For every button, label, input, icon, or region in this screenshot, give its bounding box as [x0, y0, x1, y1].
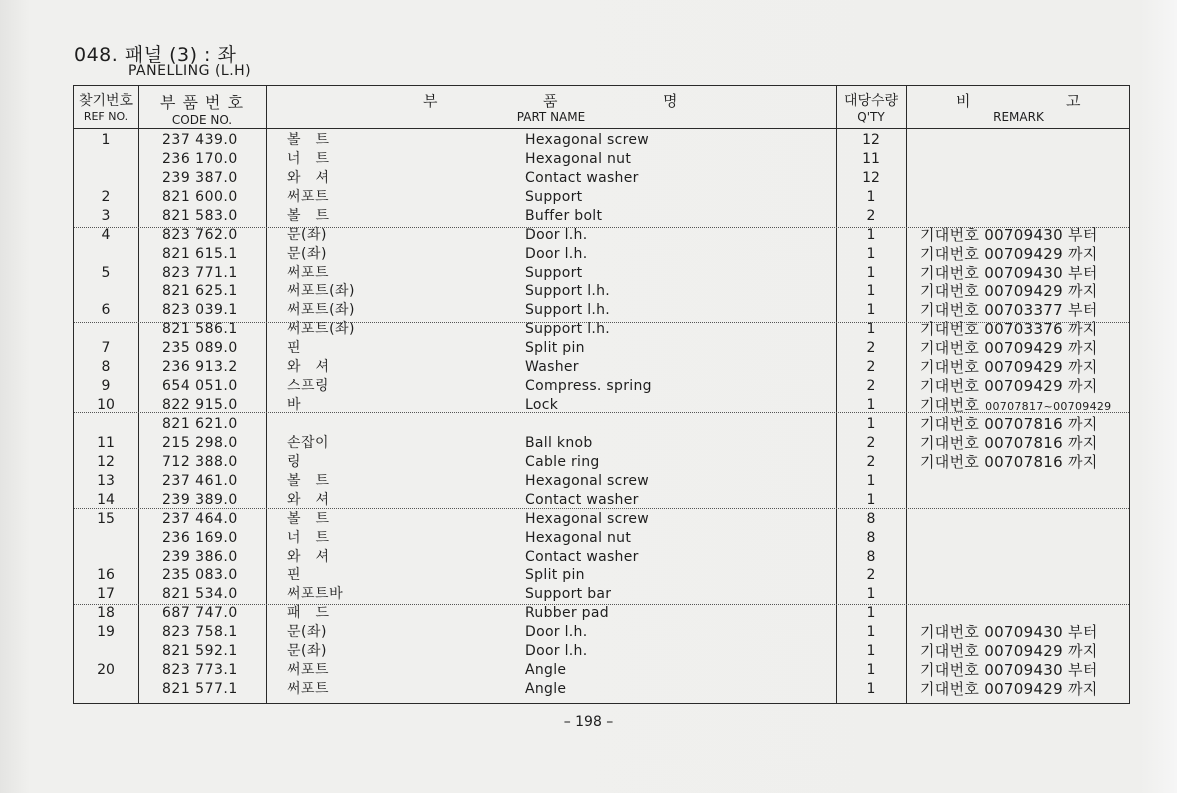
- code-number-cell: 235 083.0: [162, 567, 238, 584]
- english-part-name-cell: Hexagonal screw: [525, 132, 650, 148]
- english-part-name-cell: Door l.h.: [525, 226, 588, 243]
- english-part-name-cell: Angle: [525, 662, 567, 678]
- english-part-name-cell: Contact washer: [525, 169, 639, 186]
- english-part-name-cell: Contact washer: [525, 548, 639, 565]
- header-divider: [74, 128, 1129, 129]
- table-row: [74, 529, 1129, 548]
- quantity-cell: 1: [866, 605, 876, 622]
- remark-cell: 기대번호 00709429 까지: [920, 358, 1098, 377]
- korean-part-name-cell: 볼 트: [287, 207, 330, 224]
- english-part-name-cell: Hexagonal nut: [525, 150, 632, 167]
- ref-number-cell: 9: [101, 378, 111, 395]
- korean-part-name-cell: 바: [287, 397, 302, 413]
- korean-part-name-cell: 써포트: [287, 662, 330, 678]
- korean-part-name-cell: 스프링: [287, 378, 330, 395]
- table-row: [74, 434, 1129, 453]
- korean-part-name-cell: 써포트(좌): [287, 283, 356, 300]
- remark-range: 00707817~00709429: [985, 400, 1112, 413]
- quantity-cell: 1: [866, 472, 876, 489]
- quantity-cell: 1: [866, 643, 876, 660]
- table-row: [74, 566, 1129, 585]
- quantity-cell: 1: [866, 321, 876, 338]
- table-row: [74, 301, 1129, 320]
- code-number-cell: 821 600.0: [162, 188, 238, 205]
- table-row: [74, 396, 1129, 415]
- english-part-name-cell: Support l.h.: [525, 302, 611, 319]
- page-title: 048. 패널 (3) : 좌: [74, 44, 237, 66]
- quantity-cell: 1: [866, 624, 876, 641]
- table-row: [74, 150, 1129, 169]
- english-part-name-cell: Rubber pad: [525, 605, 609, 622]
- table-row: [74, 264, 1129, 283]
- table-row: [74, 472, 1129, 491]
- english-part-name-cell: Support bar: [525, 586, 612, 603]
- header-remark-en: REMARK: [993, 110, 1044, 124]
- ref-number-cell: 8: [101, 359, 111, 376]
- remark-cell: 기대번호 00709429 까지: [920, 244, 1098, 263]
- code-number-cell: 823 758.1: [162, 624, 238, 641]
- quantity-cell: 8: [866, 510, 876, 527]
- korean-part-name-cell: 써포트(좌): [287, 302, 356, 319]
- korean-part-name-cell: 핀: [287, 340, 302, 357]
- ref-number-cell: 19: [97, 624, 115, 641]
- table-row: [74, 548, 1129, 567]
- code-number-cell: 823 773.1: [162, 662, 238, 678]
- quantity-cell: 1: [866, 415, 876, 432]
- ref-number-cell: 11: [97, 434, 115, 451]
- english-part-name-cell: Door l.h.: [525, 624, 588, 641]
- quantity-cell: 2: [866, 207, 876, 224]
- remark-cell: 기대번호 00709429 까지: [920, 339, 1098, 358]
- code-number-cell: 823 771.1: [162, 264, 238, 281]
- korean-part-name-cell: 와 셔: [287, 169, 330, 186]
- code-number-cell: 821 621.0: [162, 415, 238, 432]
- table-row: [74, 358, 1129, 377]
- english-part-name-cell: Door l.h.: [525, 643, 588, 660]
- english-part-name-cell: Lock: [525, 397, 559, 413]
- ref-number-cell: 4: [101, 226, 111, 243]
- code-number-cell: 821 592.1: [162, 643, 238, 660]
- ref-number-cell: 18: [97, 605, 115, 622]
- remark-cell: 기대번호 00709430 부터: [920, 225, 1098, 244]
- english-part-name-cell: Hexagonal screw: [525, 472, 650, 489]
- english-part-name-cell: Hexagonal nut: [525, 529, 632, 546]
- header-name-char: 부: [423, 92, 439, 110]
- korean-part-name-cell: 볼 트: [287, 132, 330, 148]
- korean-part-name-cell: 너 트: [287, 150, 330, 167]
- page-subtitle: PANELLING (L.H): [128, 63, 252, 79]
- quantity-cell: 2: [866, 567, 876, 584]
- english-part-name-cell: Contact washer: [525, 491, 639, 508]
- code-number-cell: 235 089.0: [162, 340, 238, 357]
- korean-part-name-cell: 써포트(좌): [287, 321, 356, 338]
- english-part-name-cell: Support: [525, 188, 583, 205]
- korean-part-name-cell: 써포트: [287, 188, 330, 205]
- header-code-en: CODE NO.: [171, 113, 233, 127]
- table-row: [74, 226, 1129, 245]
- english-part-name-cell: Support: [525, 264, 583, 281]
- code-number-cell: 239 389.0: [162, 491, 238, 508]
- table-row: [74, 245, 1129, 264]
- korean-part-name-cell: 써포트: [287, 681, 330, 697]
- code-number-cell: 215 298.0: [162, 434, 238, 451]
- ref-number-cell: 7: [101, 340, 111, 357]
- remark-cell: 기대번호 00703377 부터: [920, 301, 1098, 320]
- table-row: [74, 585, 1129, 604]
- quantity-cell: 2: [866, 453, 876, 470]
- table-row: [74, 131, 1129, 150]
- code-number-cell: 236 913.2: [162, 359, 238, 376]
- code-number-cell: 822 915.0: [162, 397, 238, 413]
- code-number-cell: 712 388.0: [162, 453, 238, 470]
- code-number-cell: 823 762.0: [162, 226, 238, 243]
- english-part-name-cell: Split pin: [525, 340, 585, 357]
- code-number-cell: 239 387.0: [162, 169, 238, 186]
- ref-number-cell: 10: [97, 397, 115, 413]
- remark-cell: 기대번호 00709430 부터: [920, 263, 1098, 282]
- english-part-name-cell: Washer: [525, 359, 579, 376]
- header-code-kr: 부 품 번 호: [159, 93, 245, 112]
- code-number-cell: 821 577.1: [162, 681, 238, 697]
- remark-cell: 기대번호 00703376 까지: [920, 320, 1098, 339]
- ref-number-cell: 20: [97, 662, 115, 678]
- code-number-cell: 237 464.0: [162, 510, 238, 527]
- table-row: [74, 623, 1129, 642]
- header-name-char: 명: [663, 92, 679, 110]
- table-row: [74, 282, 1129, 301]
- remark-cell: [920, 396, 1111, 416]
- header-name-char: 품: [543, 92, 559, 110]
- english-part-name-cell: Buffer bolt: [525, 207, 603, 224]
- ref-number-cell: 13: [97, 472, 115, 489]
- korean-part-name-cell: 와 셔: [287, 491, 330, 508]
- remark-cell: 기대번호 00707816 까지: [920, 414, 1098, 433]
- korean-part-name-cell: 패 드: [287, 605, 330, 622]
- code-number-cell: 821 583.0: [162, 207, 238, 224]
- quantity-cell: 1: [866, 302, 876, 319]
- remark-cell: 기대번호 00709429 까지: [920, 282, 1098, 301]
- header-part-name-kr: [266, 90, 836, 110]
- header-remark-char: 비: [956, 92, 972, 110]
- table-row: [74, 510, 1129, 529]
- quantity-cell: 1: [866, 226, 876, 243]
- table-row: [74, 320, 1129, 339]
- code-number-cell: 823 039.1: [162, 302, 238, 319]
- code-number-cell: 821 534.0: [162, 586, 238, 603]
- korean-part-name-cell: 링: [287, 453, 302, 470]
- ref-number-cell: 2: [101, 188, 111, 205]
- english-part-name-cell: Split pin: [525, 567, 585, 584]
- korean-part-name-cell: 와 셔: [287, 548, 330, 565]
- quantity-cell: 8: [866, 529, 876, 546]
- table-row: [74, 188, 1129, 207]
- table-row: [74, 661, 1129, 680]
- table-row: [74, 680, 1129, 699]
- quantity-cell: 1: [866, 397, 876, 413]
- ref-number-cell: 1: [101, 132, 111, 148]
- quantity-cell: 11: [862, 150, 880, 167]
- english-part-name-cell: Ball knob: [525, 434, 593, 451]
- remark-cell: 기대번호 00709429 까지: [920, 642, 1098, 661]
- ref-number-cell: 12: [97, 453, 115, 470]
- table-row: [74, 377, 1129, 396]
- korean-part-name-cell: 핀: [287, 567, 302, 584]
- korean-part-name-cell: 너 트: [287, 529, 330, 546]
- korean-part-name-cell: 와 셔: [287, 359, 330, 376]
- korean-part-name-cell: 문(좌): [287, 624, 327, 641]
- remark-cell: 기대번호 00709429 까지: [920, 377, 1098, 396]
- remark-cell: 기대번호 00709430 부터: [920, 661, 1098, 679]
- korean-part-name-cell: 볼 트: [287, 472, 330, 489]
- ref-number-cell: 14: [97, 491, 115, 508]
- header-ref: [74, 90, 138, 123]
- quantity-cell: 2: [866, 378, 876, 395]
- remark-cell: 기대번호 00709429 까지: [920, 680, 1098, 698]
- table-row: [74, 491, 1129, 510]
- quantity-cell: 1: [866, 586, 876, 603]
- table-row: [74, 453, 1129, 472]
- quantity-cell: 12: [862, 132, 880, 148]
- header-remark-char: 고: [1066, 92, 1082, 110]
- code-number-cell: 236 170.0: [162, 150, 238, 167]
- korean-part-name-cell: 볼 트: [287, 510, 330, 527]
- english-part-name-cell: Door l.h.: [525, 245, 588, 262]
- code-number-cell: 821 625.1: [162, 283, 238, 300]
- ref-number-cell: 16: [97, 567, 115, 584]
- table-row: [74, 339, 1129, 358]
- remark-cell: 기대번호 00707816 까지: [920, 433, 1098, 452]
- remark-cell: 기대번호 00709430 부터: [920, 623, 1098, 642]
- quantity-cell: 1: [866, 662, 876, 678]
- header-code: [138, 90, 266, 127]
- ref-number-cell: 15: [97, 510, 115, 527]
- english-part-name-cell: Cable ring: [525, 453, 600, 470]
- korean-part-name-cell: 써포트바: [287, 586, 344, 603]
- ref-number-cell: 6: [101, 302, 111, 319]
- table-row: [74, 604, 1129, 623]
- english-part-name-cell: Support l.h.: [525, 283, 611, 300]
- english-part-name-cell: Hexagonal screw: [525, 510, 650, 527]
- english-part-name-cell: Compress. spring: [525, 378, 652, 395]
- quantity-cell: 1: [866, 188, 876, 205]
- header-qty-kr: 대당수량: [843, 93, 899, 109]
- page-number: – 198 –: [563, 714, 614, 730]
- quantity-cell: 1: [866, 681, 876, 697]
- header-remark-kr: [906, 90, 1131, 110]
- korean-part-name-cell: 써포트: [287, 264, 330, 281]
- header-part-name-en: PART NAME: [516, 110, 586, 124]
- table-row: [74, 207, 1129, 226]
- quantity-cell: 1: [866, 283, 876, 300]
- quantity-cell: 12: [862, 169, 880, 186]
- header-qty-en: Q'TY: [857, 110, 885, 124]
- header-ref-en: REF NO.: [83, 110, 129, 123]
- parts-table: [73, 85, 1130, 704]
- korean-part-name-cell: 문(좌): [287, 245, 327, 262]
- header-remark: [906, 90, 1131, 124]
- quantity-cell: 1: [866, 491, 876, 508]
- ref-number-cell: 3: [101, 207, 111, 224]
- remark-cell: 기대번호 00707816 까지: [920, 452, 1098, 471]
- code-number-cell: 687 747.0: [162, 605, 238, 622]
- korean-part-name-cell: 문(좌): [287, 643, 327, 660]
- header-ref-kr: 찾기번호: [78, 93, 134, 109]
- code-number-cell: 821 615.1: [162, 245, 238, 262]
- header-qty: [836, 90, 906, 124]
- code-number-cell: 821 586.1: [162, 321, 238, 338]
- korean-part-name-cell: 문(좌): [287, 226, 327, 243]
- ref-number-cell: 17: [97, 586, 115, 603]
- quantity-cell: 1: [866, 245, 876, 262]
- quantity-cell: 1: [866, 264, 876, 281]
- quantity-cell: 2: [866, 340, 876, 357]
- korean-part-name-cell: 손잡이: [287, 434, 330, 451]
- ref-number-cell: 5: [101, 264, 111, 281]
- header-part-name: [266, 90, 836, 124]
- code-number-cell: 237 439.0: [162, 132, 238, 148]
- table-row: [74, 642, 1129, 661]
- code-number-cell: 239 386.0: [162, 548, 238, 565]
- code-number-cell: 237 461.0: [162, 472, 238, 489]
- english-part-name-cell: Support l.h.: [525, 321, 611, 338]
- remark-prefix: 기대번호: [920, 396, 980, 414]
- table-row: [74, 169, 1129, 188]
- english-part-name-cell: Angle: [525, 681, 567, 697]
- code-number-cell: 654 051.0: [162, 378, 238, 395]
- quantity-cell: 2: [866, 434, 876, 451]
- table-row: [74, 415, 1129, 434]
- code-number-cell: 236 169.0: [162, 529, 238, 546]
- quantity-cell: 8: [866, 548, 876, 565]
- quantity-cell: 2: [866, 359, 876, 376]
